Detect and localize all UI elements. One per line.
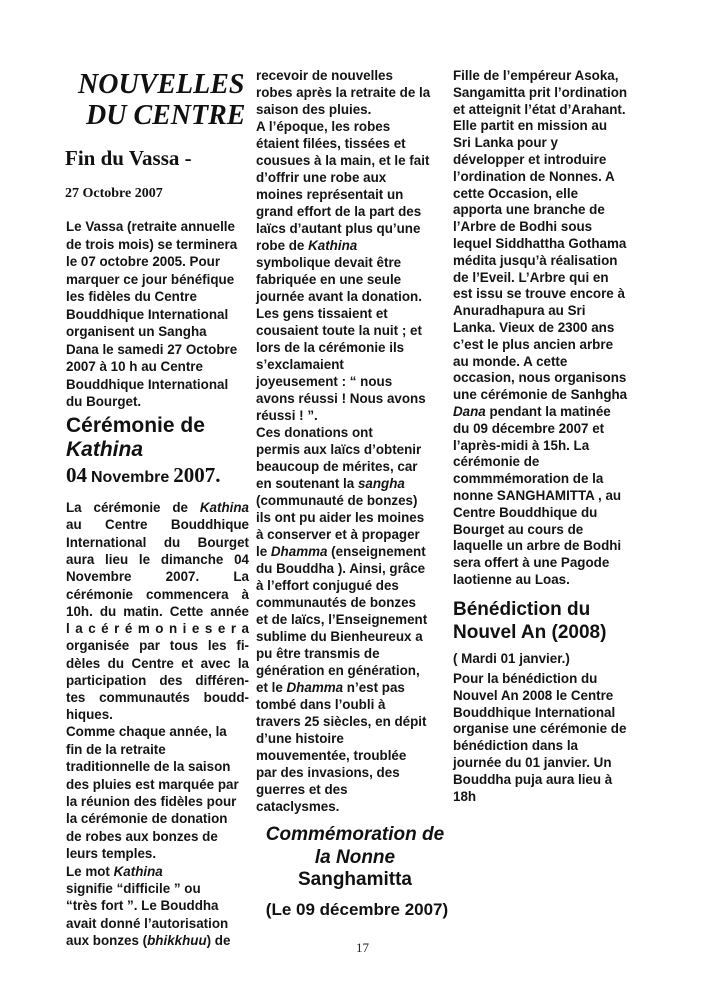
text-line: permis aux laïcs d’obtenir	[256, 442, 422, 457]
text-line: médita jusqu’à réalisation	[453, 252, 618, 268]
text-line: recevoir de nouvelles	[256, 68, 393, 83]
text-line: La cérémonie de Kathina	[66, 500, 249, 515]
text-line: Bouddhique International	[453, 704, 616, 720]
text-line: symbolique devait être	[256, 255, 402, 270]
text-line: Elle partit en mission au	[453, 118, 608, 134]
text-line: est issu se trouve encore à	[453, 286, 625, 302]
text-line: dèles du Centre et avec la	[66, 655, 249, 671]
text-line: (communauté de bonzes)	[256, 493, 418, 508]
masthead-line2: DU CENTRE	[86, 100, 246, 131]
text-line: cataclysmes.	[256, 799, 340, 814]
text-line: fin de la retraite	[66, 741, 166, 757]
text-line: robes après la retraite de la	[256, 85, 431, 100]
newyear-title-line2: Nouvel An (2008)	[453, 622, 607, 643]
text-line: Le mot Kathina	[66, 863, 163, 879]
text-line: laïcs d’autant plus qu’une	[256, 221, 421, 236]
text-line: au monde. A cette	[453, 353, 568, 369]
text-line: Dana le samedi 27 Octobre	[66, 341, 238, 357]
italic-term: Dhamma	[270, 544, 328, 559]
text-line: avait donné l’autorisation	[66, 915, 229, 931]
text-line: marquer ce jour bénéfique	[66, 271, 235, 287]
text-line: des pluies est marquée par	[66, 776, 239, 792]
text-line: leurs temples.	[66, 846, 157, 862]
text-line: journée avant la donation.	[256, 289, 422, 304]
italic-term: Kathina	[199, 500, 249, 515]
text-line: aura lieu le dimanche 04	[66, 551, 249, 567]
text-line: Ces donations ont	[256, 425, 373, 440]
text-line: travers 25 siècles, en dépit	[256, 714, 427, 729]
text-line: cousaient toute la nuit ; et	[256, 323, 422, 338]
text-line: guerres et des	[256, 782, 348, 797]
text-line: International du Bourget	[66, 534, 249, 550]
text-line: grand effort de la part des	[256, 204, 422, 219]
text-line: participation des différen-	[66, 673, 249, 688]
text-line: les fidèles du Centre	[66, 289, 197, 304]
text-line: mouvementée, troublée	[256, 748, 407, 763]
text-line: cérémonie de	[453, 454, 540, 470]
text-line: traditionnelle de la saison	[66, 759, 231, 775]
masthead-line1: NOUVELLES	[78, 69, 245, 100]
newyear-title-line1: Bénédiction du	[453, 599, 591, 620]
text-line: Sri Lanka pour y	[453, 135, 558, 151]
text-line: le 07 octobre 2005. Pour	[66, 254, 221, 269]
italic-term: Dana	[453, 404, 486, 419]
text-line: du Bouddha ). Ainsi, grâce	[256, 561, 426, 576]
text-line: Nouvel An 2008 le Centre	[453, 687, 614, 703]
text-line: nonne SANGHAMITTA , au	[453, 488, 622, 503]
italic-term: Kathina	[113, 863, 163, 879]
text-line: l’Arbre de Bodhi sous	[453, 219, 593, 235]
kathina-title-line1: Cérémonie de	[66, 414, 205, 437]
text-line: l a c é r é m o n i e s e r a	[66, 621, 249, 637]
text-line: étaient filées, tissées et	[256, 136, 406, 151]
kathina-date-year: 2007.	[173, 463, 221, 487]
text-line: et atteignit l’état d’Arahant.	[453, 101, 626, 117]
text-line: fabriquée en une seule	[256, 272, 402, 287]
text-line: tes communautés boudd-	[66, 690, 249, 706]
italic-term: bhikkhuu	[147, 933, 207, 949]
text-line: “très fort ”. Le Bouddha	[66, 898, 219, 914]
text-line: réussi ! ”.	[256, 408, 318, 423]
text-line: Novembre 2007. La	[66, 569, 249, 585]
text-line: avons réussi ! Nous avons	[256, 391, 426, 406]
text-line: tombé dans l’oubli à	[256, 697, 386, 712]
text-line: 2007 à 10 h au Centre	[66, 359, 203, 374]
text-line: beaucoup de mérites, car	[256, 459, 418, 474]
text-line: joyeusement : “ nous	[256, 374, 393, 389]
italic-term: sangha	[357, 476, 405, 491]
text-line: communautés de bonzes	[256, 595, 416, 610]
text-line: de trois mois) se terminera	[66, 236, 238, 252]
text-line: bénédiction dans la	[453, 738, 579, 754]
text-line: sublime du Bienheureux a	[256, 629, 423, 644]
text-line: à l’effort conjugué des	[256, 578, 399, 593]
text-line: à conserver et à propager	[256, 527, 420, 542]
text-line: journée du 01 janvier. Un	[453, 755, 612, 770]
text-line: organise une cérémonie de	[453, 721, 627, 737]
text-line: d’une histoire	[256, 731, 344, 746]
kathina-date-day: 04	[66, 463, 87, 487]
sanghamitta-date: (Le 09 décembre 2007)	[265, 900, 449, 919]
text-line: aux bonzes (bhikkhuu) de	[66, 933, 231, 949]
text-line: la réunion des fidèles pour	[66, 794, 237, 809]
text-line: laotienne au Loas.	[453, 572, 570, 587]
text-line: par des invasions, des	[256, 765, 400, 780]
vassa-date: 27 Octobre 2007	[65, 186, 163, 201]
text-line: s’exclamaient	[256, 357, 344, 372]
text-line: Bouddhique International	[66, 306, 229, 322]
text-line: Comme chaque année, la	[66, 724, 227, 740]
text-line: et le Dhamma n’est pas	[256, 680, 405, 695]
text-line: apporta une branche de	[453, 202, 605, 218]
text-line: du 09 décembre 2007 et	[453, 420, 605, 436]
page-number: 17	[356, 940, 369, 955]
text-line: l’après-midi à 15h. La	[453, 437, 590, 453]
text-line: cette Occasion, elle	[453, 185, 579, 201]
text-line: Centre Bouddhique du	[453, 504, 598, 520]
text-line: et de laïcs, l’Enseignement	[256, 612, 428, 627]
text-line: de robes aux bonzes de	[66, 828, 218, 844]
text-line: ils ont pu aider les moines	[256, 510, 425, 525]
text-line: 10h. du matin. Cette année	[66, 603, 249, 619]
kathina-title-line2: Kathina	[66, 438, 144, 461]
text-line: laquelle un arbre de Bodhi	[453, 538, 622, 554]
text-line: du Bourget.	[66, 394, 142, 409]
text-line: l’ordination de Nonnes. A	[453, 168, 615, 184]
text-line: le Dhamma (enseignement	[256, 544, 426, 559]
text-line: Anuradhapura au Sri	[453, 303, 586, 319]
text-line: saison des pluies.	[256, 102, 372, 117]
text-line: organisée par tous les fi-	[66, 638, 249, 654]
sanghamitta-title-line2: la Nonne	[314, 847, 396, 868]
text-line: Bouddhique International	[66, 376, 229, 392]
text-line: commmémoration de la	[453, 471, 604, 487]
text-line: c’est le plus ancien arbre	[453, 336, 614, 352]
text-line: hiques.	[66, 707, 113, 722]
text-line: génération en génération,	[256, 663, 420, 678]
text-line: Sangamitta prit l’ordination	[453, 84, 628, 100]
kathina-date	[66, 463, 221, 488]
text-line: d’offrir une robe aux	[256, 170, 387, 185]
text-line: robe de Kathina	[256, 238, 358, 253]
text-line: moines représentait un	[256, 187, 404, 202]
text-line: pu être transmis de	[256, 646, 380, 661]
text-line: Pour la bénédiction du	[453, 671, 598, 686]
text-line: Bourget au cours de	[453, 521, 584, 537]
italic-term: Kathina	[308, 238, 358, 253]
text-line: cérémonie commencera à	[66, 586, 249, 602]
text-line: Dana pendant la matinée	[453, 404, 611, 419]
italic-term: Dhamma	[286, 680, 344, 695]
text-line: Les gens tissaient et	[256, 306, 388, 321]
text-line: occasion, nous organisons	[453, 370, 627, 386]
text-line: au Centre Bouddhique	[66, 517, 249, 533]
text-line: Le Vassa (retraite annuelle	[66, 219, 235, 234]
newyear-date: ( Mardi 01 janvier.)	[453, 651, 570, 666]
text-line: sera offert à une Pagode	[453, 555, 610, 571]
text-line: de l’Eveil. L’Arbre qui en	[453, 269, 609, 285]
text-line: A l’époque, les robes	[256, 119, 391, 134]
text-line: 18h	[453, 788, 477, 804]
sanghamitta-title-line1: Commémoration de	[265, 824, 445, 845]
text-line: organisent un Sangha	[66, 324, 207, 339]
text-line: Bouddha puja aura lieu à	[453, 771, 613, 787]
kathina-date-month: Novembre	[91, 469, 170, 486]
text-line: développer et introduire	[453, 152, 607, 167]
text-line: une cérémonie de Sanhgha	[453, 387, 628, 403]
text-line: Lanka. Vieux de 2300 ans	[453, 320, 615, 335]
text-line: cousues à la main, et le fait	[256, 153, 430, 168]
text-line: la cérémonie de donation	[66, 811, 228, 827]
text-line: Fille de l’empéreur Asoka,	[453, 68, 619, 83]
sanghamitta-title-line3: Sanghamitta	[297, 869, 413, 890]
text-line: lors de la cérémonie ils	[256, 340, 405, 355]
text-line: signifie “difficile ” ou	[66, 881, 201, 896]
vassa-title: Fin du Vassa -	[65, 146, 192, 170]
text-line: lequel Siddhattha Gothama	[453, 236, 627, 251]
text-line: en soutenant la sangha	[256, 476, 405, 491]
